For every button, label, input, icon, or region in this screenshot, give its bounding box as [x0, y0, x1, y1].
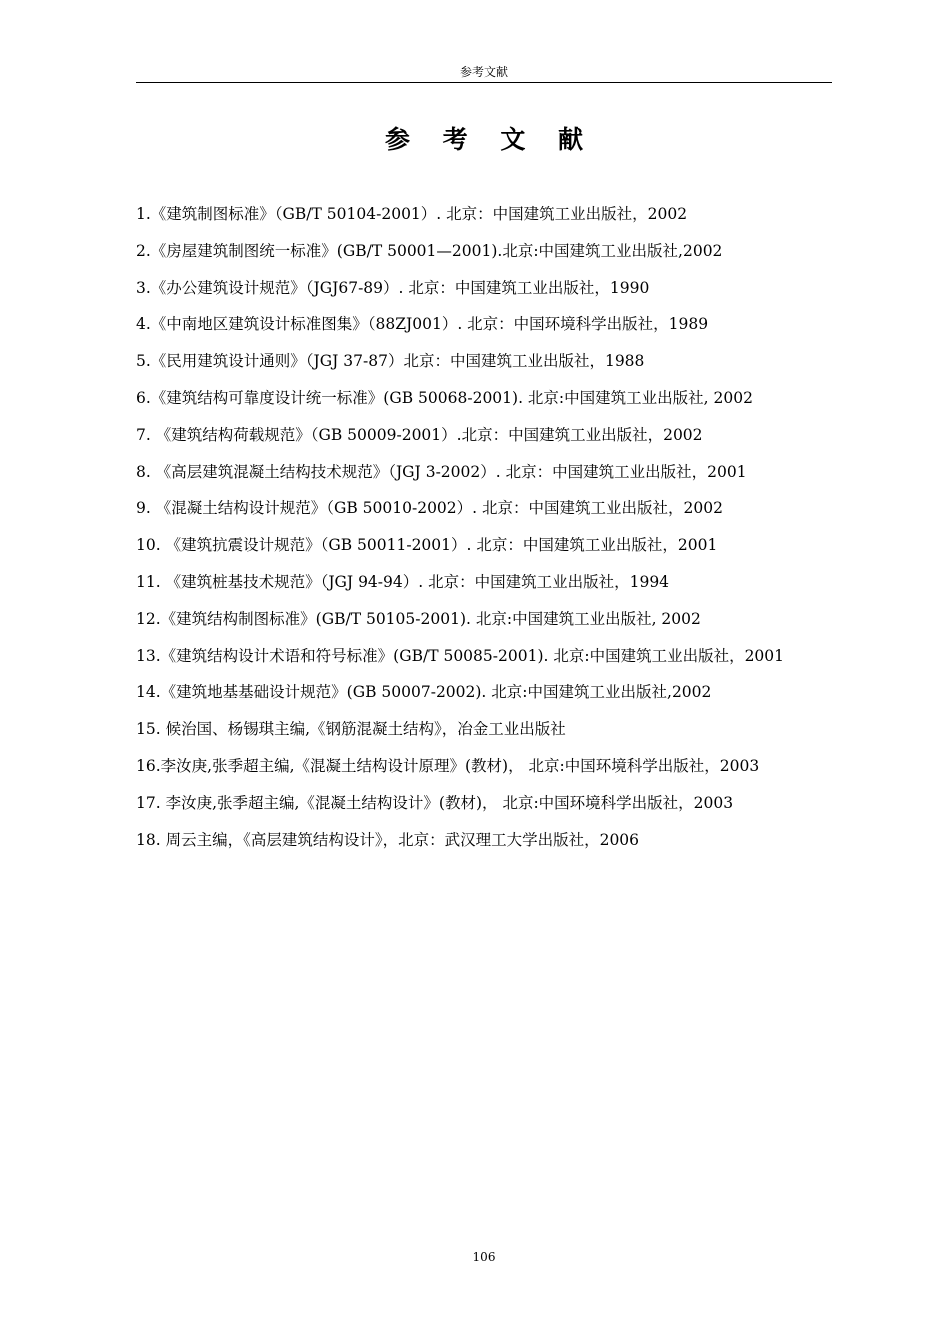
reference-item-2: 2.《房屋建筑制图统一标准》(GB/T 50001—2001).北京:中国建筑工业出版社,2002 — [136, 241, 723, 260]
reference-item-3: 3.《办公建筑设计规范》（JGJ67-89）. 北京：中国建筑工业出版社，1990 — [136, 278, 650, 297]
reference-list — [136, 196, 832, 858]
page-title: 参 考 文 献 — [384, 125, 596, 154]
reference-item-16: 16.李汝庚,张季超主编,《混凝土结构设计原理》(教材)， 北京:中国环境科学出版社，2003 — [136, 756, 760, 775]
reference-item-13: 13.《建筑结构设计术语和符号标准》(GB/T 50085-2001). 北京:中国建筑工业出版社，2001 — [136, 646, 785, 665]
reference-item-10: 10. 《建筑抗震设计规范》（GB 50011-2001）. 北京：中国建筑工业出版社，2001 — [136, 536, 718, 555]
reference-item-14: 14.《建筑地基基础设计规范》(GB 50007-2002). 北京:中国建筑工业出版社,2002 — [136, 683, 712, 702]
running-header: 参考文献 — [136, 62, 832, 83]
reference-item-8: 8. 《高层建筑混凝土结构技术规范》（JGJ 3-2002）. 北京：中国建筑工业出版社，2001 — [136, 462, 747, 481]
reference-item-12: 12.《建筑结构制图标准》(GB/T 50105-2001). 北京:中国建筑工业出版社, 2002 — [136, 609, 701, 628]
reference-item-15: 15. 候治国、杨锡琪主编,《钢筋混凝土结构》，冶金工业出版社 — [136, 720, 566, 739]
reference-item-1: 1.《建筑制图标准》（GB/T 50104-2001）. 北京：中国建筑工业出版社，2002 — [136, 205, 688, 223]
reference-item-9: 9. 《混凝土结构设计规范》（GB 50010-2002）. 北京：中国建筑工业出版社，2002 — [136, 499, 723, 518]
reference-item-6: 6.《建筑结构可靠度设计统一标准》(GB 50068-2001). 北京:中国建筑工业出版社, 2002 — [136, 388, 753, 407]
reference-item-5: 5.《民用建筑设计通则》（JGJ 37-87）北京：中国建筑工业出版社，1988 — [136, 352, 645, 371]
page-number: 106 — [472, 1250, 496, 1264]
reference-item-11: 11. 《建筑桩基技术规范》（JGJ 94-94）. 北京：中国建筑工业出版社，1994 — [136, 572, 670, 591]
reference-item-17: 17. 李汝庚,张季超主编,《混凝土结构设计》(教材)， 北京:中国环境科学出版社，2003 — [136, 793, 734, 812]
reference-item-4: 4.《中南地区建筑设计标准图集》（88ZJ001）. 北京：中国环境科学出版社，1989 — [136, 315, 709, 334]
reference-item-7: 7. 《建筑结构荷载规范》（GB 50009-2001）.北京：中国建筑工业出版社，2002 — [136, 425, 703, 444]
reference-item-18: 18. 周云主编，《高层建筑结构设计》，北京：武汉理工大学出版社，2006 — [136, 830, 640, 849]
